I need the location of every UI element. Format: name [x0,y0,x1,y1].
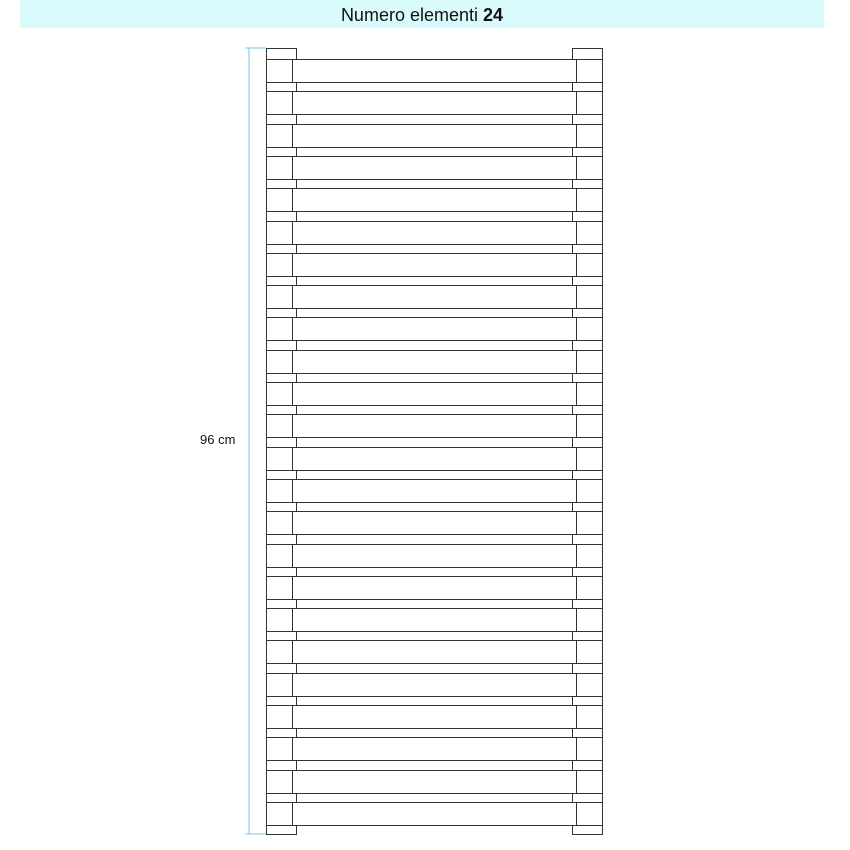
tube-inner [293,222,577,245]
radiator-tubes [267,60,603,826]
tube-inner [293,318,577,341]
tube-inner [293,125,577,148]
tube-inner [293,480,577,503]
tube-inner [293,351,577,374]
tube-inner [293,383,577,406]
tube-inner [293,609,577,632]
tube-inner [293,92,577,115]
tube-inner [293,286,577,309]
height-dimension-line [245,48,266,834]
tube-inner [293,803,577,826]
tube-inner [293,415,577,438]
tube-inner [293,738,577,761]
tube-inner [293,545,577,568]
title-label: Numero elementi [340,5,478,25]
tube-inner [293,706,577,729]
element-count: 24 [483,5,504,25]
tube-inner [293,189,577,212]
tube-inner [293,512,577,535]
tube-inner [293,674,577,697]
tube-inner [293,448,577,471]
tube-inner [293,577,577,600]
height-label: 96 cm [200,432,236,447]
tube-inner [293,157,577,180]
tube-inner [293,254,577,277]
tube-inner [293,641,577,664]
tube-inner [293,60,577,83]
tube-inner [293,771,577,794]
